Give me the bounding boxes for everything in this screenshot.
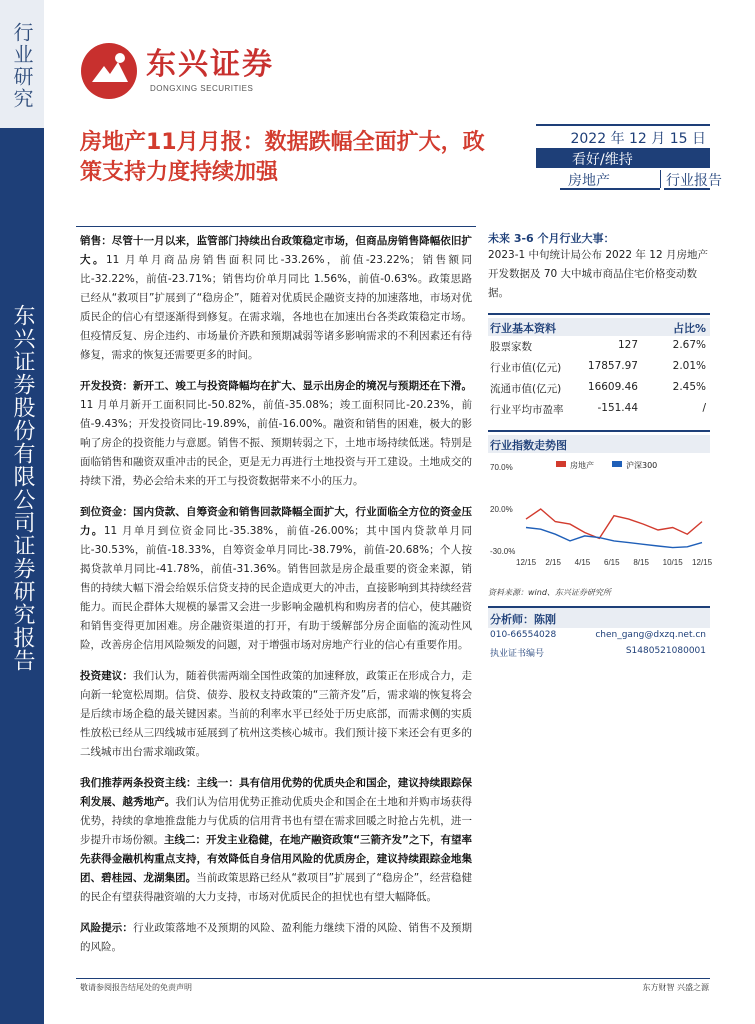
basics-header: [488, 318, 710, 336]
analyst-license-row: [488, 644, 710, 660]
footer-slogan: 东方财智 兴盛之源: [642, 983, 709, 992]
analyst-email[interactable]: chen_gang@dxzq.net.cn: [595, 630, 706, 640]
company-label: 东兴证券股份有限公司证券研究报告: [10, 304, 35, 672]
industry-tag: [560, 168, 660, 190]
recommend-lead: 我们推荐两条投资主线：主线一：具有信用优势的优质央企和国企，建议持续跟踪保利发展、越秀地产。: [80, 777, 472, 808]
report-type-text: 行业报告: [666, 173, 722, 189]
series-line-0: [526, 509, 702, 538]
investment-body: 11 月单月新开工面积同比-50.82%，前值-35.08%；竣工面积同比-20.23%，前值-9.43%；开发投资同比-19.89%，前值-16.00%。融资和销售的困难，极大的影响了房企的投资能力与意愿。销售不振、预期转弱之下，土地市场持续低迷。特别是面临销售和融资双重冲击的民企，更是无力再进行土地投资与开工建设。土地成交的持续下滑，势必会给未来的开工与投资数据带来不小的压力。: [80, 399, 472, 487]
basics-row: [488, 336, 710, 357]
legend-swatch: [612, 461, 622, 467]
x-tick-label: 12/15: [516, 558, 537, 567]
events-body: 2023-1 中旬统计局公布 2022 年 12 月房地产开发数据及 70 大中城市商品住宅价格变动数据。: [488, 249, 708, 299]
license-label: 执业证书编号: [490, 649, 545, 659]
x-tick-label: 2/15: [545, 558, 561, 567]
recommend-body-1: 我们认为信用优势正推动优质央企和国企在土地和并购市场获得优势，持续的拿地推盘能力与优质的信用背书也有望在需求回暖之时抢占先机，进一步提升市场份额。: [80, 796, 472, 846]
footer-rule: [76, 978, 710, 979]
advice-lead: 投资建议：: [80, 670, 133, 682]
y-tick-label: -30.0%: [490, 547, 516, 556]
basics-row: [488, 399, 710, 420]
license-number: S1480521080001: [625, 646, 706, 656]
category-label: 行业研究: [10, 22, 34, 110]
basics-row: [488, 357, 710, 378]
right-column: [488, 230, 713, 660]
series-line-1: [526, 528, 702, 548]
y-tick-label: 70.0%: [490, 463, 513, 472]
trend-chart: [488, 457, 713, 585]
risk-body: 行业政策落地不及预期的风险、盈利能力继续下滑的风险、销售不及预期的风险。: [80, 922, 473, 953]
paragraph-recommend: [80, 774, 472, 907]
events-title: 未来 3-6 个月行业大事：: [488, 232, 615, 245]
report-title: 房地产11月月报：数据跌幅全面扩大，政策支持力度持续加强: [80, 130, 485, 185]
paragraph-advice: [80, 667, 472, 762]
rating-box: [536, 148, 710, 168]
trend-chart-svg: [488, 457, 713, 585]
risk-lead: 风险提示：: [80, 922, 133, 934]
side-strip: [0, 0, 44, 1024]
side-bottom-panel: [0, 128, 44, 1024]
y-tick-label: 20.0%: [490, 505, 513, 514]
paragraph-funding: [80, 503, 472, 655]
x-tick-label: 10/15: [662, 558, 683, 567]
basics-row-value: 127: [617, 339, 638, 351]
basics-row: [488, 378, 710, 399]
paragraph-sales: [80, 232, 472, 365]
tag-divider: [660, 170, 661, 188]
sales-lead: 销售：尽管十一月以来，监管部门持续出台政策稳定市场，但商品房销售降幅依旧扩大。: [80, 235, 472, 266]
trend-title: 行业指数走势图: [490, 439, 567, 452]
logo-mark-icon: [80, 42, 138, 100]
advice-body: 我们认为，随着供需两端全国性政策的加速释放，政策正在形成合力，走向新一轮宽松周期。信贷、债券、股权支持政策的“三箭齐发”后，需求端的恢复将会是后续市场企稳的最关键因素。当前的利率水平已经处于历史底部，而需求侧的实质性放松已经从三四线城市延展到了杭州这类核心城市。我们预计接下来还会有更多的二线城市出台需求端政策。: [80, 670, 473, 758]
basics-row-label: 流通市值(亿元): [490, 383, 562, 395]
basics-row-label: 股票家数: [490, 341, 532, 353]
recommend-body-2: 当前政策思路已经从“救项目”扩展到了“稳房企”，经营稳健的民企有望获得融资端的大力支持，市场对优质民企的担忧也有望大幅降低。: [80, 872, 472, 903]
report-date: 2022 年 12 月 15 日: [570, 131, 706, 147]
funding-lead: 到位资金：国内贷款、自筹资金和销售回款降幅全面扩大，行业面临全方位的资金压力。: [80, 506, 472, 537]
basics-row-pct: 2.01%: [672, 360, 706, 372]
trend-section: [488, 430, 713, 598]
x-tick-label: 8/15: [633, 558, 649, 567]
legend-swatch: [556, 461, 566, 467]
basics-row-pct: 2.67%: [672, 339, 706, 351]
basics-row-pct: /: [702, 402, 706, 414]
basics-row-label: 行业平均市盈率: [490, 404, 564, 416]
x-tick-label: 12/15: [692, 558, 713, 567]
company-logo: [80, 42, 280, 100]
basics-row-pct: 2.45%: [672, 381, 706, 393]
funding-body: 11 月单月到位资金同比-35.38%，前值-26.00%；其中国内贷款单月同比-30.53%，前值-18.33%，自筹资金单月同比-38.79%，前值-20.68%；个人按揭贷款单月同比-41.78%，前值-31.36%。销售回款是房企最重要的资金来源，销售的持续大幅下滑会给娱乐信贷支持的民企造成更大的冲击，直接影响到其持续经营能力。而民企群体大规模的暴雷又会进一步影响金融机构和购房者的信心，使其融资和销售变得更加困难。房企融资渠道的打开，有助于缓解部分房企面临的流动性风险，改善房企信用风险频发的问题，对于增强市场对房地产行业的信心有重要作用。: [80, 525, 472, 651]
analyst-contact-row: [488, 628, 710, 644]
legend-label: 房地产: [570, 461, 594, 470]
paragraph-risk: [80, 919, 472, 957]
basics-row-label: 行业市值(亿元): [490, 362, 562, 374]
sales-body: 11 月单月商品房销售面积同比-33.26%，前值-23.22%；销售额同比-32.22%，前值-23.71%；销售均价单月同比 1.56%，前值-0.63%。政策思路已经从“救项目”扩展到了“稳房企”，随着对优质民企融资支持的加速落地，市场对优质民企的信心有望逐渐得到修复。在需求端，各地也在加速出台各类政策稳定市场。但疫情反复、房企违约、市场量价齐跌和预期减弱等诸多影响需求的不利因素还有待修复，需求的恢复还需要更多的时间。: [80, 254, 473, 361]
paragraph-investment: [80, 377, 472, 491]
industry-tag-text: 房地产: [568, 173, 610, 189]
date-box: [536, 124, 710, 146]
analyst-phone: 010-66554028: [490, 630, 557, 640]
basics-row-value: 17857.97: [587, 360, 638, 372]
logo-text-cn: 东兴证券: [146, 47, 274, 82]
logo-text-en: DONGXING SECURITIES: [150, 84, 254, 93]
analyst-header: [488, 606, 710, 628]
recommend-lead-2: 主线二：开发主业稳健，在地产融资政策“三箭齐发”之下，有望率先获得金融机构重点支持，有效降低自身信用风险的优质房企，建议持续跟踪金地集团、碧桂园、龙湖集团。: [80, 834, 472, 884]
main-column: [80, 232, 472, 969]
x-tick-label: 6/15: [604, 558, 620, 567]
basics-pct-header: 占比%: [672, 322, 706, 335]
legend-label: 沪深300: [626, 461, 658, 470]
chart-source: 资料来源：wind、东兴证券研究所: [488, 588, 611, 597]
analyst-title: 分析师：陈刚: [490, 613, 556, 626]
report-type-tag: [664, 168, 722, 190]
basics-section: [488, 313, 710, 420]
investment-lead: 开发投资：新开工、竣工与投资降幅均在扩大、显示出房企的境况与预期还在下滑。: [80, 380, 472, 392]
footer-disclaimer: 敬请参阅报告结尾处的免责声明: [80, 983, 192, 992]
basics-row-value: -151.44: [597, 402, 638, 414]
main-top-rule: [76, 226, 476, 227]
side-top-panel: [0, 0, 44, 128]
trend-header: [488, 435, 710, 453]
basics-row-value: 16609.46: [587, 381, 638, 393]
x-tick-label: 4/15: [574, 558, 591, 567]
basics-title: 行业基本资料: [490, 322, 556, 335]
rating-text: 看好/维持: [572, 152, 633, 168]
